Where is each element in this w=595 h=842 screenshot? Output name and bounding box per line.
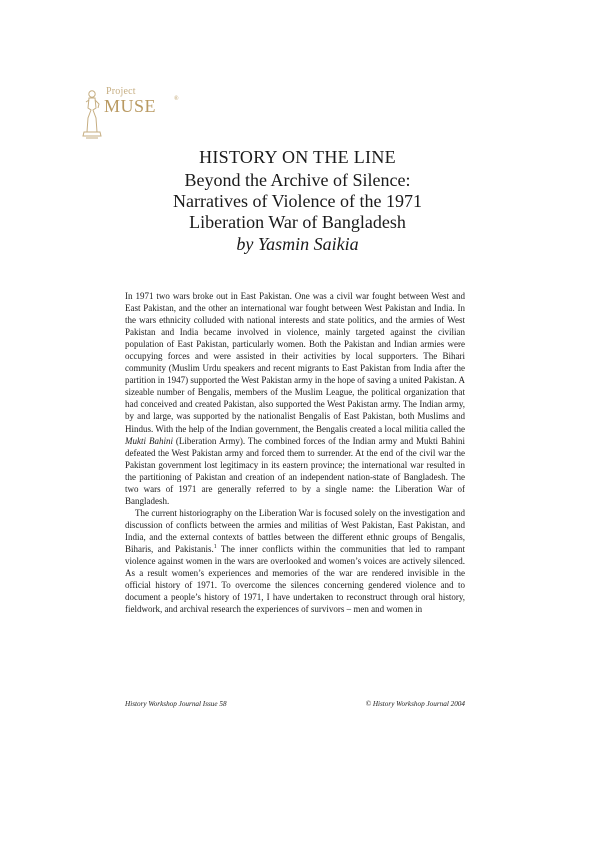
paragraph-1-italic-term: Mukti Bahini xyxy=(125,435,173,446)
paragraph-1-text-b: (Liberation Army). The combined forces of the Indian army and Mukti Bahini defeated the West Pakistan army and forced them to surrender. At the end of the civil war the Pakistan government lost legitimacy in its eastern province; the international war resulted in the partitioning of Pakistan and creation of an independent nation-state of Bangladesh. The two wars of 1971 are generally referred to by a single name: the Liberation War of Bangladesh. xyxy=(125,435,465,506)
article-author: by Yasmin Saikia xyxy=(236,234,359,254)
project-muse-logo[interactable] xyxy=(80,88,180,140)
paragraph-2-text-a: The current historiography on the Liberation War is focused solely on the investigation and discussion of conflicts between the armies and militias of West Pakistan, East Pakistan, and India, and the external contexts of battles between the different ethnic groups of Bengalis, Biharis, and Pakistanis. xyxy=(125,507,465,554)
paragraph-1 xyxy=(125,290,465,507)
footer-copyright: © History Workshop Journal 2004 xyxy=(365,700,465,708)
article-title-line-3: Liberation War of Bangladesh xyxy=(189,212,406,232)
logo-project-text: Project xyxy=(106,86,136,97)
article-series-title: HISTORY ON THE LINE xyxy=(199,147,396,167)
paragraph-2 xyxy=(125,507,465,615)
logo-muse-text: MUSE xyxy=(104,96,157,116)
article-body xyxy=(125,290,465,615)
article-title-line-2: Narratives of Violence of the 1971 xyxy=(172,191,422,211)
paragraph-1-text-a: In 1971 two wars broke out in East Pakistan. One was a civil war fought between West and East Pakistan, and the other an international war fought between West Pakistan and India. In the wars ethnicity colluded with national interests and state politics, and the armies of West Pakistan and India became involved in violence, mainly targeted against the civilian population of East Pakistan, particularly women. Both the Pakistan and Indian armies were occupying forces and were assisted in their activities by local supporters. The Bihari community (Muslim Urdu speakers and recent migrants to East Pakistan from India after the partition in 1947) supported the West Pakistan army in the hope of saving a united Pakistan. A sizeable number of Bengalis, members of the Muslim League, the political organization that had conceived and created Pakistan, also supported the West Pakistan army. The Indian army, by and large, was supported by the nationalist Bengalis of East Pakistan, both Muslims and Hindus. With the help of the Indian government, the Bengalis created a local militia called the xyxy=(125,291,465,434)
footer-journal-issue: History Workshop Journal Issue 58 xyxy=(125,700,227,708)
article-title-line-1: Beyond the Archive of Silence: xyxy=(184,170,411,190)
footnote-ref-1[interactable]: 1 xyxy=(213,543,217,550)
paragraph-2-text-b: The inner conflicts within the communities that led to rampant violence against women in the wars are overlooked and women’s voices are actively silenced. As a result women’s experiences and memories of the war are rendered invisible in the official history of 1971. To overcome the silences concerning gendered violence and to document a people’s history of 1971, I have undertaken to reconstruct through oral history, fieldwork, and archival research the experiences of survivors – men and women in xyxy=(125,543,466,615)
muse-figure-icon xyxy=(80,88,104,140)
logo-registered-mark: ® xyxy=(174,96,179,102)
